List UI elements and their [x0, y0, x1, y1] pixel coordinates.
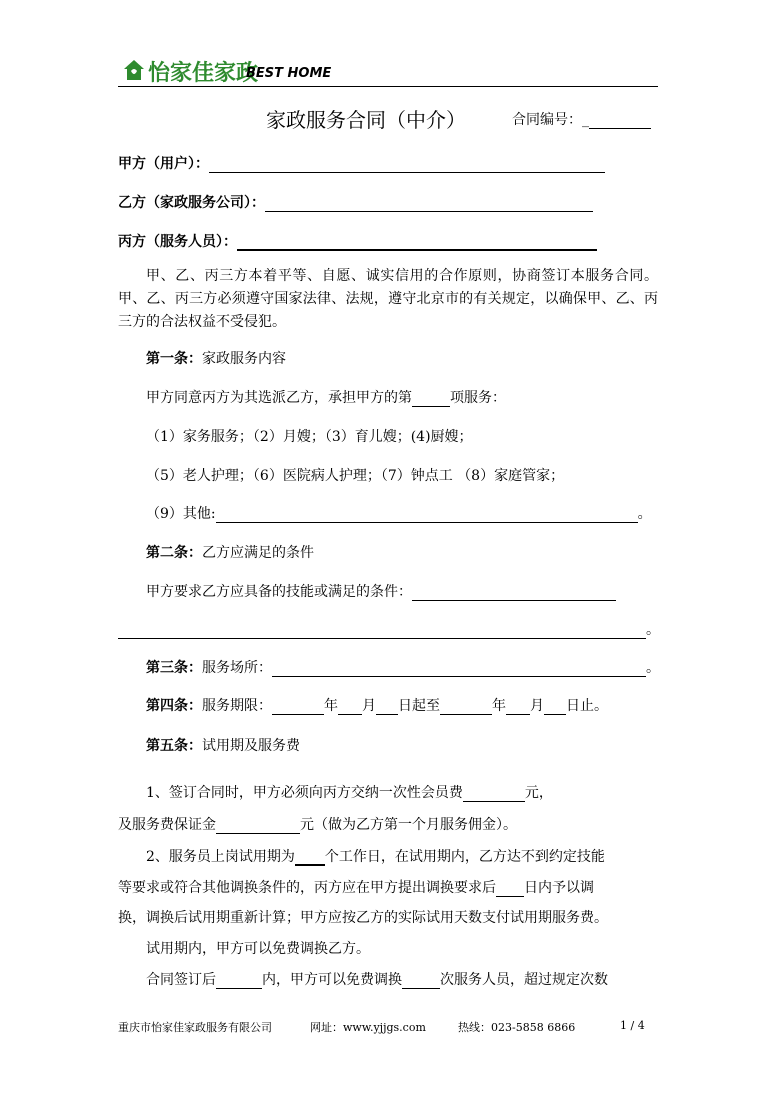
member-fee-blank — [463, 785, 525, 802]
clause-2-text-c: 等要求或符合其他调换条件的，丙方应在甲方提出调换要求后 — [118, 880, 496, 896]
start-day-blank — [376, 698, 398, 715]
clause-2-line — [146, 846, 605, 866]
article-2-line-text: 甲方要求乙方应具备的技能或满足的条件： — [146, 584, 412, 600]
deposit-blank — [216, 817, 300, 834]
article-1-line-b: 项服务： — [450, 390, 506, 406]
service-other-line — [146, 503, 652, 523]
footer-company: 重庆市怡家佳家政服务有限公司 — [118, 1021, 272, 1034]
house-logo-icon — [122, 58, 146, 82]
clause-2-text-b: 个工作日，在试用期内，乙方达不到约定技能 — [324, 849, 605, 865]
document-title: 家政服务合同（中介） — [266, 108, 466, 132]
clause-4-line — [146, 969, 608, 989]
clause-1-text-a: 1、签订合同时，甲方必须向丙方交纳一次性会员费 — [146, 785, 463, 801]
start-month-blank — [338, 698, 362, 715]
article-5-text: 试用期及服务费 — [202, 738, 300, 754]
article-2-line — [146, 581, 616, 601]
start-year-blank — [272, 698, 324, 715]
month-label: 月 — [362, 698, 376, 714]
article-2-label: 第二条： — [146, 545, 202, 561]
article-1-label: 第一条： — [146, 351, 202, 367]
intro-paragraph: 甲、乙、丙三方本着平等、自愿、诚实信用的合作原则，协商签订本服务合同。甲、乙、丙三方必须遵守国家法律、法规，遵守北京市的有关规定，以确保甲、乙、丙三方的合法权益不受侵犯。 — [118, 268, 658, 330]
period: 。 — [646, 622, 660, 638]
clause-1-text-d: 元（做为乙方第一个月服务佣金）。 — [300, 817, 517, 833]
article-2-heading — [146, 542, 314, 562]
article-2-continuation — [118, 619, 660, 639]
party-c-label: 丙方（服务人员）： — [118, 234, 237, 250]
article-2-text: 乙方应满足的条件 — [202, 545, 314, 561]
clause-3-line: 试用期内，甲方可以免费调换乙方。 — [146, 941, 370, 957]
party-c-blank — [237, 233, 597, 251]
service-number-blank — [412, 390, 450, 407]
service-options-2: （5）老人护理；（6）医院病人护理；（7）钟点工 （8）家庭管家； — [146, 468, 565, 484]
clause-2-line-2 — [118, 877, 594, 897]
article-4-label: 第四条： — [146, 698, 202, 714]
year-label: 年 — [324, 698, 338, 714]
skills-blank-2 — [118, 622, 646, 639]
article-3-text: 服务场所： — [202, 660, 272, 676]
party-b-blank — [265, 195, 593, 212]
party-b-label: 乙方（家政服务公司）： — [118, 195, 265, 211]
from-label: 日起至 — [398, 698, 440, 714]
clause-4-text-c: 次服务人员，超过规定次数 — [440, 972, 608, 988]
service-other-blank — [216, 506, 638, 523]
month-label: 月 — [530, 698, 544, 714]
footer-hotline: 热线：023-5858 6866 — [458, 1021, 576, 1034]
clause-2-text-d: 日内予以调 — [524, 880, 594, 896]
logo-text: 怡家佳家政 — [148, 61, 259, 86]
to-label: 日止。 — [566, 698, 608, 714]
article-5-heading — [146, 735, 300, 755]
end-month-blank — [506, 698, 530, 715]
clause-4-text-b: 内，甲方可以免费调换 — [262, 972, 402, 988]
clause-1-text-c: 及服务费保证金 — [118, 817, 216, 833]
end-day-blank — [544, 698, 566, 715]
skills-blank — [412, 584, 616, 601]
service-location-blank — [272, 660, 646, 677]
clause-1-line — [146, 782, 553, 802]
service-options-1: （1）家务服务；（2）月嫂；（3）育儿嫂；(4)厨嫂； — [146, 429, 473, 445]
party-b-line — [118, 192, 593, 212]
article-3-label: 第三条： — [146, 660, 202, 676]
article-3-line — [146, 657, 660, 677]
footer-website: 网址：www.yjjgs.com — [310, 1021, 426, 1034]
clause-1-text-b: 元， — [524, 785, 553, 801]
party-a-line — [118, 153, 605, 173]
article-1-text: 家政服务内容 — [202, 351, 286, 367]
service-other-label: （9）其他: — [146, 506, 216, 522]
article-4-text: 服务期限： — [202, 698, 272, 714]
free-period-blank — [216, 972, 262, 989]
footer-page-number: 1 / 4 — [620, 1019, 645, 1032]
article-5-label: 第五条： — [146, 738, 202, 754]
party-c-line — [118, 231, 597, 251]
contract-number-blank — [589, 114, 651, 129]
end-year-blank — [440, 698, 492, 715]
header — [118, 56, 658, 88]
replace-days-blank — [496, 880, 524, 897]
period: 。 — [646, 660, 660, 676]
clause-2-line-3: 换，调换后试用期重新计算；甲方应按乙方的实际试用天数支付试用期服务费。 — [118, 910, 608, 926]
contract-number-label: 合同编号：_ — [512, 112, 589, 128]
clause-2-text-a: 2、服务员上岗试用期为 — [146, 849, 295, 865]
article-1-heading — [146, 348, 286, 368]
party-a-label: 甲方（用户）： — [118, 156, 209, 172]
clause-1-line-2 — [118, 814, 517, 834]
article-1-line — [146, 387, 506, 407]
free-swaps-blank — [402, 972, 440, 989]
trial-days-blank — [295, 848, 325, 866]
clause-4-text-a: 合同签订后 — [146, 972, 216, 988]
logo-subtitle: BEST HOME — [246, 66, 332, 81]
article-1-line-a: 甲方同意丙方为其选派乙方，承担甲方的第 — [146, 390, 412, 406]
header-divider — [118, 86, 658, 87]
period: 。 — [637, 506, 652, 522]
year-label: 年 — [492, 698, 506, 714]
contract-number — [512, 109, 651, 129]
party-a-blank — [209, 156, 605, 173]
article-4-line — [146, 695, 608, 715]
